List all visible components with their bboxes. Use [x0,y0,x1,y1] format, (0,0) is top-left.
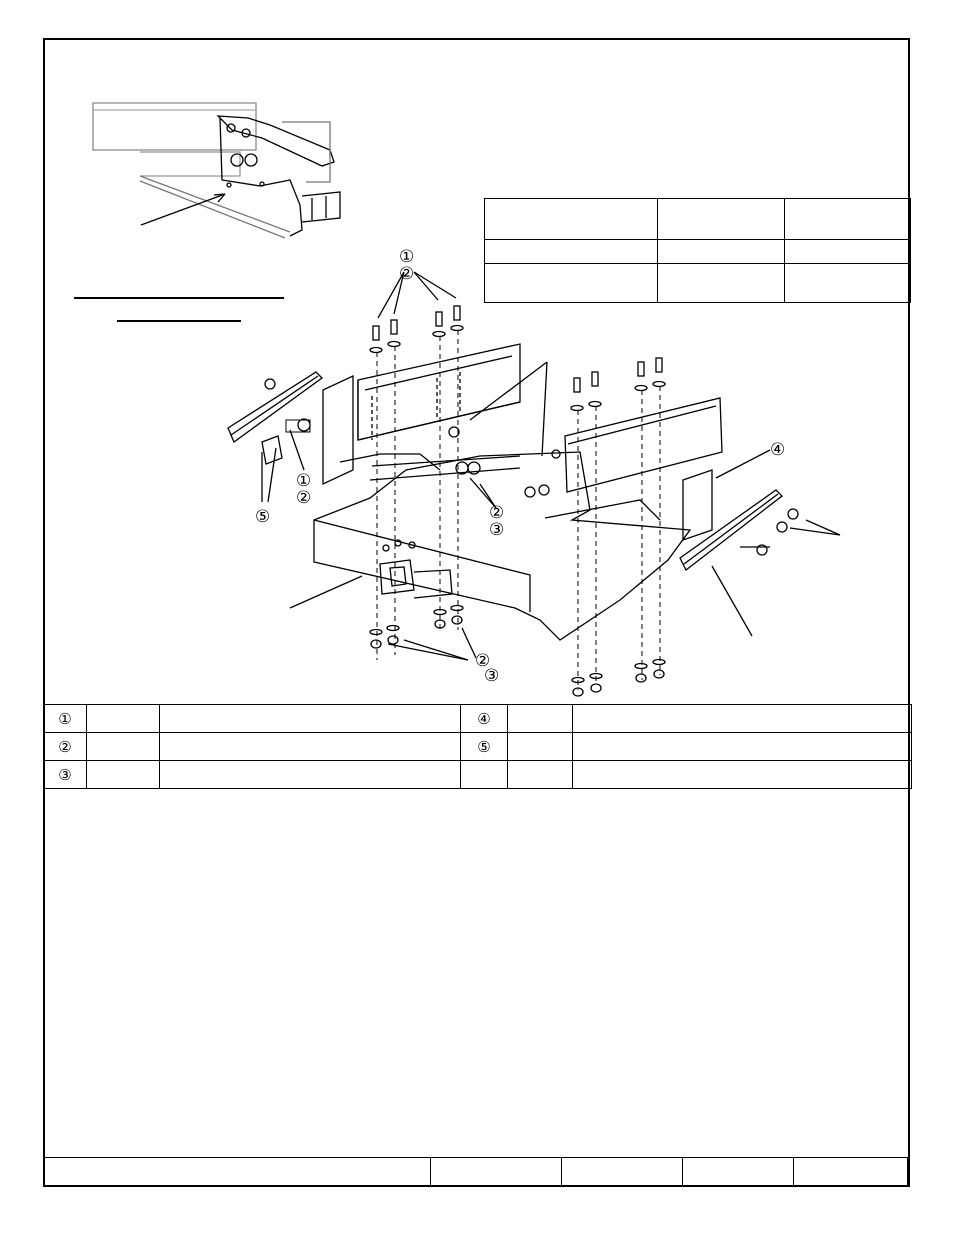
part-qty-left [87,761,160,789]
callout-3-mid: ③ [489,520,505,540]
part-desc-left [160,761,461,789]
part-number-left: ① [44,705,87,733]
parts-list-table [43,704,912,789]
callout-3-bottom: ③ [484,666,500,686]
part-qty-right [508,733,573,761]
title-cell [431,1158,562,1187]
part-number-left: ③ [44,761,87,789]
leader-arrows [262,272,840,660]
part-number-right: ④ [461,705,508,733]
title-block [43,1157,908,1186]
callout-1-left: ① [296,471,312,491]
part-desc-right [573,733,912,761]
callout-4: ④ [770,440,786,460]
part-desc-left [160,705,461,733]
callout-2-mid: ② [489,503,505,523]
part-desc-right [573,705,912,733]
part-number-left: ② [44,733,87,761]
parts-row [44,761,912,789]
part-number-right: ⑤ [461,733,508,761]
title-cell [562,1158,683,1187]
title-cell [794,1158,908,1187]
part-qty-left [87,733,160,761]
callout-5: ⑤ [255,507,271,527]
callout-2-left: ② [296,488,312,508]
parts-row [44,705,912,733]
left-frame-channel [358,344,520,440]
part-qty-right [508,761,573,789]
nut-set-bottom [370,427,665,696]
right-bracket [680,490,798,570]
bolt-set-top [370,306,665,411]
right-frame-channel [565,398,722,540]
callout-2-bottom: ② [475,651,491,671]
part-desc-left [160,733,461,761]
left-bracket [228,372,353,484]
title-cell-name [44,1158,431,1187]
part-qty-left [87,705,160,733]
part-qty-right [508,705,573,733]
title-cell [683,1158,794,1187]
part-desc-right [573,761,912,789]
hitch-receiver-body [314,452,690,640]
callout-1-top: ① [399,247,415,267]
parts-row [44,733,912,761]
detail-inset-view [93,103,340,238]
part-number-right [461,761,508,789]
callout-2-top: ② [399,264,415,284]
